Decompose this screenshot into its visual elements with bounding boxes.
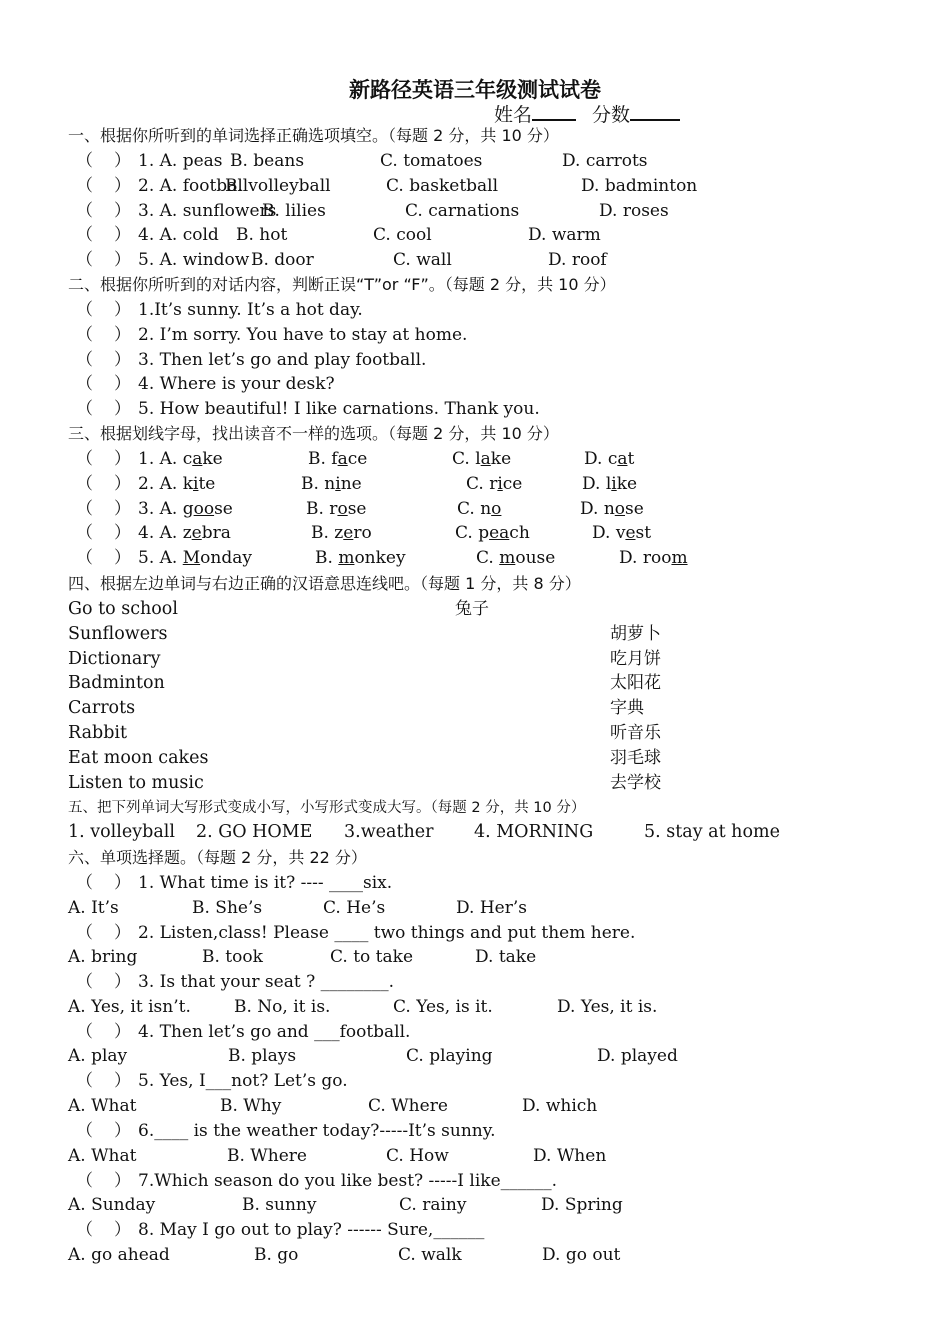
answer-paren-close: ） <box>114 548 131 569</box>
answer-blank[interactable] <box>88 149 112 171</box>
option-a: 1. A. peas <box>138 151 223 171</box>
question-row <box>0 248 950 272</box>
option-b: B. beans <box>230 151 305 171</box>
section-1-heading: 一、根据你所听到的单词选择正确选项填空。（每题 2 分，共 10 分） <box>68 126 559 145</box>
underlined-letters: m <box>499 548 516 569</box>
answer-paren-open: （ <box>76 523 93 544</box>
option-b <box>311 521 372 545</box>
score-blank[interactable] <box>630 103 680 121</box>
word-suffix: ro <box>353 523 372 544</box>
mcq-question: 5. Yes, I___not? Let’s go. <box>138 1071 348 1092</box>
answer-paren-open: （ <box>76 922 93 943</box>
mcq-options-row <box>0 1094 950 1118</box>
word-suffix: ke <box>616 473 638 494</box>
option-c <box>476 546 555 570</box>
option-a <box>138 497 233 521</box>
option-d <box>619 546 688 570</box>
word-prefix: C. p <box>455 523 490 544</box>
question-row <box>0 149 950 173</box>
match-left-word[interactable]: Listen to music <box>68 772 204 793</box>
mcq-question-row <box>0 1218 950 1242</box>
mcq-option[interactable]: B. She’s <box>192 897 263 918</box>
mcq-question: 4. Then let’s go and ___football. <box>138 1021 411 1042</box>
word-prefix: D. roo <box>619 548 672 569</box>
option-a <box>138 546 252 570</box>
answer-blank[interactable] <box>88 298 112 320</box>
option-b <box>308 447 367 471</box>
match-left-word[interactable]: Eat moon cakes <box>68 747 209 768</box>
section-5-heading: 五、把下列单词大写形式变成小写，小写形式变成大写。（每题 2 分，共 10 分） <box>68 800 586 816</box>
option-d: D. roses <box>599 200 669 221</box>
judge-statement: 3. Then let’s go and play football. <box>138 349 427 370</box>
option-a: 5. A. window <box>138 250 250 271</box>
match-left-word[interactable]: Sunflowers <box>68 623 168 644</box>
option-b: B. hot <box>236 225 288 246</box>
word-suffix: ke <box>202 449 223 469</box>
answer-paren-close: ） <box>114 449 131 469</box>
option-c: C. tomatoes <box>380 151 483 171</box>
mcq-option[interactable]: A. What <box>68 1145 137 1166</box>
word-suffix: ce <box>347 449 368 469</box>
option-d <box>584 447 634 471</box>
answer-paren-close: ） <box>114 1220 131 1241</box>
match-right-meaning[interactable]: 兔子 <box>455 599 489 619</box>
mcq-question-row <box>0 921 950 945</box>
answer-paren-close: ） <box>114 374 131 395</box>
mcq-option[interactable]: B. Why <box>220 1095 282 1116</box>
mcq-question: 1. What time is it? ---- ____six. <box>138 873 393 893</box>
mcq-question: 3. Is that your seat ? ________. <box>138 972 395 993</box>
option-d <box>582 472 637 496</box>
underlined-letters: i <box>193 473 199 494</box>
answer-paren-close: ） <box>114 1121 131 1141</box>
answer-paren-open: （ <box>76 175 93 196</box>
answer-paren-open: （ <box>76 1170 93 1191</box>
word-prefix: 3. A. g <box>138 498 194 519</box>
answer-blank[interactable] <box>88 497 112 519</box>
judge-statement: 2. I’m sorry. You have to stay at home. <box>138 324 468 345</box>
section-2-heading: 二、根据你所听到的对话内容，判断正误“T”or “F”。（每题 2 分，共 10 分） <box>68 275 616 294</box>
phonics-row <box>0 546 950 570</box>
option-c <box>466 472 522 496</box>
mcq-option[interactable]: C. rainy <box>399 1195 467 1216</box>
answer-paren-open: （ <box>76 873 93 893</box>
option-a <box>138 521 231 545</box>
word-prefix: C. n <box>457 498 492 519</box>
word-prefix: 2. A. k <box>138 473 194 494</box>
word-prefix: 4. A. z <box>138 523 192 544</box>
mcq-option[interactable]: C. He’s <box>323 897 386 918</box>
word-prefix: 1. A. c <box>138 449 193 469</box>
match-right-meaning[interactable]: 字典 <box>610 698 644 719</box>
mcq-option[interactable]: C. to take <box>330 947 414 968</box>
phonics-row <box>0 521 950 545</box>
answer-paren-close: ） <box>114 300 131 320</box>
answer-paren-open: （ <box>76 399 93 420</box>
answer-paren-open: （ <box>76 300 93 320</box>
s5-item: 5. stay at home <box>644 822 780 842</box>
judge-statement: 1.It’s sunny. It’s a hot day. <box>138 300 363 320</box>
word-suffix: ke <box>490 449 512 469</box>
answer-blank[interactable] <box>88 521 112 543</box>
section-3-heading: 三、根据划线字母，找出读音不一样的选项。（每题 2 分，共 10 分） <box>68 424 559 443</box>
mcq-option[interactable]: D. take <box>475 947 537 968</box>
word-suffix: ce <box>502 473 523 494</box>
judge-row <box>0 397 950 421</box>
answer-paren-open: （ <box>76 1220 93 1241</box>
answer-blank[interactable] <box>88 871 112 893</box>
underlined-letters: M <box>182 548 201 569</box>
answer-blank[interactable] <box>88 472 112 494</box>
word-prefix: C. r <box>466 473 498 494</box>
mcq-option[interactable]: C. Yes, is it. <box>393 996 493 1017</box>
answer-paren-close: ） <box>114 523 131 544</box>
mcq-question: 7.Which season do you like best? -----I like______. <box>138 1170 558 1191</box>
s5-item: 1. volleyball <box>68 822 175 842</box>
option-b: B. door <box>251 250 314 271</box>
word-suffix: t <box>627 449 635 469</box>
word-prefix: B. r <box>306 498 338 519</box>
option-a: 2. A. football <box>138 175 249 196</box>
judge-row <box>0 323 950 347</box>
mcq-option[interactable]: A. Sunday <box>68 1195 156 1216</box>
option-a <box>138 472 215 496</box>
mcq-option[interactable]: B. took <box>202 947 263 968</box>
answer-paren-close: ） <box>114 1021 131 1042</box>
judge-statement: 4. Where is your desk? <box>138 374 335 395</box>
section-4-heading: 四、根据左边单词与右边正确的汉语意思连线吧。（每题 1 分，共 8 分） <box>68 574 581 593</box>
answer-paren-open: （ <box>76 1071 93 1092</box>
judge-statement: 5. How beautiful! I like carnations. Thank you. <box>138 399 540 420</box>
option-c <box>452 447 511 471</box>
mcq-option[interactable]: A. What <box>68 1095 137 1116</box>
judge-row <box>0 298 950 322</box>
word-prefix: D. v <box>592 523 626 544</box>
underlined-letters: i <box>611 473 617 494</box>
match-right-meaning[interactable]: 吃月饼 <box>610 648 661 669</box>
mcq-question-row <box>0 1119 950 1143</box>
mcq-question-row <box>0 1069 950 1093</box>
word-prefix: B. n <box>301 473 336 494</box>
word-prefix: D. n <box>580 498 615 519</box>
answer-blank[interactable] <box>88 546 112 568</box>
mcq-question-row <box>0 871 950 895</box>
option-c <box>457 497 501 521</box>
underlined-letters: e <box>191 523 202 544</box>
word-prefix: C. <box>476 548 500 569</box>
mcq-question: 6.____ is the weather today?-----It’s sunny. <box>138 1121 496 1141</box>
phonics-row <box>0 472 950 496</box>
question-row <box>0 223 950 247</box>
s5-item: 3.weather <box>344 822 434 842</box>
answer-paren-close: ） <box>114 473 131 494</box>
mcq-options-row <box>0 995 950 1019</box>
answer-paren-open: （ <box>76 225 93 246</box>
section-6-heading: 六、单项选择题。（每题 2 分，共 22 分） <box>68 848 367 867</box>
judge-row <box>0 372 950 396</box>
mcq-question: 8. May I go out to play? ------ Sure,______ <box>138 1220 485 1241</box>
answer-paren-close: ） <box>114 250 131 271</box>
mcq-options-row <box>0 1243 950 1267</box>
answer-blank[interactable] <box>88 372 112 394</box>
option-c: C. carnations <box>405 200 520 221</box>
match-left-word[interactable]: Go to school <box>68 599 178 619</box>
answer-blank[interactable] <box>88 323 112 345</box>
mcq-option[interactable]: A. play <box>68 1046 128 1067</box>
answer-paren-open: （ <box>76 250 93 271</box>
mcq-option[interactable]: D. Yes, it is. <box>557 996 658 1017</box>
option-b: B. lilies <box>262 200 326 221</box>
word-suffix: ch <box>509 523 530 544</box>
answer-paren-open: （ <box>76 449 93 469</box>
option-d <box>580 497 644 521</box>
word-suffix: te <box>198 473 216 494</box>
word-suffix: se <box>214 498 233 519</box>
answer-paren-open: （ <box>76 1121 93 1141</box>
word-prefix: 5. A. <box>138 548 183 569</box>
answer-paren-close: ） <box>114 922 131 943</box>
answer-paren-open: （ <box>76 200 93 221</box>
match-right-meaning[interactable]: 听音乐 <box>610 723 661 743</box>
mcq-option[interactable]: D. played <box>597 1046 678 1067</box>
match-right-meaning[interactable]: 羽毛球 <box>610 747 661 768</box>
answer-paren-open: （ <box>76 374 93 395</box>
word-suffix: bra <box>201 523 231 544</box>
answer-paren-close: ） <box>114 324 131 345</box>
underlined-letters: a <box>480 449 491 469</box>
answer-blank[interactable] <box>88 447 112 469</box>
word-suffix: ouse <box>515 548 556 569</box>
word-suffix: onkey <box>354 548 406 569</box>
match-left-word[interactable]: Rabbit <box>68 723 128 743</box>
option-a: 3. A. sunflowers <box>138 200 277 221</box>
mcq-option[interactable]: A. Yes, it isn’t. <box>68 996 191 1017</box>
page-title: 新路径英语三年级测试试卷 <box>349 78 601 102</box>
mcq-option[interactable]: C. Where <box>368 1095 448 1116</box>
option-c: C. wall <box>393 250 452 271</box>
mcq-option[interactable]: B. Where <box>227 1145 307 1166</box>
underlined-letters: o <box>614 498 626 519</box>
s5-item: 2. GO HOME <box>196 822 313 842</box>
question-row <box>0 174 950 198</box>
option-b <box>306 497 366 521</box>
answer-blank[interactable] <box>88 1119 112 1141</box>
answer-paren-open: （ <box>76 972 93 993</box>
phonics-row <box>0 447 950 471</box>
underlined-letters: i <box>497 473 503 494</box>
word-suffix: onday <box>200 548 252 569</box>
answer-blank[interactable] <box>88 223 112 245</box>
mcq-option[interactable]: D. Her’s <box>456 897 527 918</box>
option-b <box>315 546 406 570</box>
match-left-word[interactable]: Badminton <box>68 673 165 694</box>
answer-paren-open: （ <box>76 473 93 494</box>
answer-paren-close: ） <box>114 972 131 993</box>
match-right-meaning[interactable]: 去学校 <box>610 772 661 793</box>
mcq-options-row <box>0 896 950 920</box>
judge-row <box>0 348 950 372</box>
mcq-option[interactable]: C. How <box>386 1145 449 1166</box>
mcq-option[interactable]: D. which <box>522 1095 598 1116</box>
answer-paren-open: （ <box>76 349 93 370</box>
match-right-meaning[interactable]: 胡萝卜 <box>610 623 661 644</box>
word-prefix: D. c <box>584 449 618 469</box>
answer-blank[interactable] <box>88 921 112 943</box>
option-b <box>301 472 362 496</box>
underlined-letters: a <box>617 449 628 469</box>
option-d <box>592 521 651 545</box>
underlined-letters: o <box>491 498 502 519</box>
answer-paren-close: ） <box>114 1071 131 1092</box>
answer-paren-close: ） <box>114 873 131 893</box>
answer-paren-close: ） <box>114 175 131 196</box>
option-a: 4. A. cold <box>138 225 219 246</box>
mcq-question-row <box>0 970 950 994</box>
mcq-option[interactable]: C. walk <box>398 1244 462 1265</box>
option-c: C. basketball <box>386 175 499 196</box>
mcq-options-row <box>0 1044 950 1068</box>
mcq-option[interactable]: A. bring <box>68 947 138 968</box>
underlined-letters: i <box>335 473 341 494</box>
option-d: D. badminton <box>581 175 698 196</box>
mcq-option[interactable]: C. playing <box>406 1046 493 1067</box>
answer-blank[interactable] <box>88 970 112 992</box>
s5-item: 4. MORNING <box>474 822 594 842</box>
question-row <box>0 199 950 223</box>
answer-paren-open: （ <box>76 324 93 345</box>
word-suffix: st <box>635 523 652 544</box>
underlined-letters: e <box>625 523 636 544</box>
word-prefix: B. z <box>311 523 344 544</box>
mcq-option[interactable]: B. No, it is. <box>234 996 331 1017</box>
word-prefix: D. l <box>582 473 612 494</box>
mcq-option[interactable]: D. When <box>533 1145 607 1166</box>
answer-blank[interactable] <box>88 174 112 196</box>
name-blank[interactable] <box>532 103 576 121</box>
score-label: 分数 <box>592 104 631 126</box>
name-score-row <box>494 100 680 127</box>
answer-paren-close: ） <box>114 349 131 370</box>
mcq-options-row <box>0 1144 950 1168</box>
mcq-option[interactable]: B. plays <box>228 1046 297 1067</box>
option-c: C. cool <box>373 225 432 246</box>
mcq-option[interactable]: B. sunny <box>242 1195 317 1216</box>
phonics-row <box>0 497 950 521</box>
mcq-option[interactable]: A. It’s <box>68 897 119 918</box>
option-a <box>138 447 223 471</box>
option-b: B. volleyball <box>225 175 331 196</box>
answer-blank[interactable] <box>88 1069 112 1091</box>
answer-paren-open: （ <box>76 548 93 569</box>
underlined-letters: a <box>192 449 203 469</box>
answer-blank[interactable] <box>88 199 112 221</box>
name-label: 姓名 <box>494 104 533 126</box>
word-prefix: B. <box>315 548 339 569</box>
match-left-word[interactable]: Carrots <box>68 698 136 719</box>
answer-blank[interactable] <box>88 1218 112 1240</box>
answer-blank[interactable] <box>88 248 112 270</box>
answer-blank[interactable] <box>88 348 112 370</box>
underlined-letters: m <box>338 548 355 569</box>
word-suffix: se <box>625 498 644 519</box>
mcq-question: 2. Listen,class! Please ____ two things and put them here. <box>138 922 636 943</box>
answer-paren-close: ） <box>114 151 131 171</box>
answer-paren-close: ） <box>114 399 131 420</box>
option-c <box>455 521 530 545</box>
underlined-letters: e <box>343 523 354 544</box>
answer-paren-open: （ <box>76 1021 93 1042</box>
underlined-letters: oo <box>193 498 215 519</box>
answer-paren-close: ） <box>114 225 131 246</box>
mcq-question-row <box>0 1169 950 1193</box>
option-d: D. carrots <box>562 151 648 171</box>
mcq-option[interactable]: D. Spring <box>541 1195 623 1216</box>
underlined-letters: a <box>337 449 348 469</box>
answer-blank[interactable] <box>88 1169 112 1191</box>
word-prefix: C. l <box>452 449 481 469</box>
answer-blank[interactable] <box>88 1020 112 1042</box>
answer-paren-open: （ <box>76 151 93 171</box>
word-suffix: se <box>347 498 367 519</box>
underlined-letters: m <box>671 548 688 569</box>
answer-paren-close: ） <box>114 498 131 519</box>
answer-paren-close: ） <box>114 1170 131 1191</box>
mcq-option[interactable]: D. go out <box>542 1244 621 1265</box>
answer-blank[interactable] <box>88 397 112 419</box>
word-prefix: B. f <box>308 449 338 469</box>
option-d: D. roof <box>548 250 607 271</box>
underlined-letters: ea <box>489 523 510 544</box>
mcq-option[interactable]: B. go <box>254 1244 299 1265</box>
mcq-options-row <box>0 945 950 969</box>
mcq-options-row <box>0 1193 950 1217</box>
answer-paren-open: （ <box>76 498 93 519</box>
word-suffix: ne <box>340 473 362 494</box>
option-d: D. warm <box>528 225 601 246</box>
answer-paren-close: ） <box>114 200 131 221</box>
underlined-letters: o <box>337 498 348 519</box>
mcq-question-row <box>0 1020 950 1044</box>
match-left-word[interactable]: Dictionary <box>68 648 161 669</box>
mcq-option[interactable]: A. go ahead <box>68 1244 170 1265</box>
match-right-meaning[interactable]: 太阳花 <box>610 673 661 694</box>
